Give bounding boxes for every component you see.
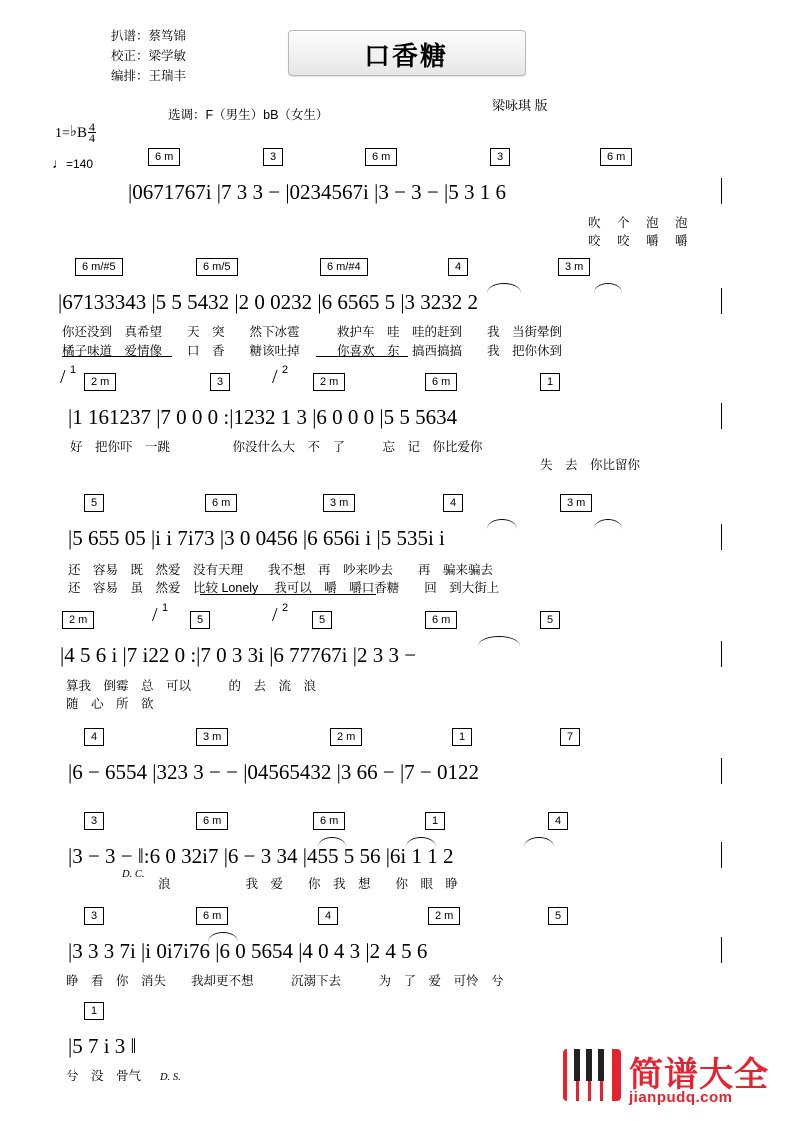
barline (721, 842, 722, 868)
chord-label: 6 m/5 (196, 258, 238, 276)
slur-icon (478, 636, 520, 646)
chord-label: 2 m (313, 373, 345, 391)
chord-label: 5 (312, 611, 332, 629)
chord-label: 6 m (205, 494, 237, 512)
slur-icon (524, 837, 554, 847)
chord-label: 6 m (600, 148, 632, 166)
chord-label: 3 (490, 148, 510, 166)
key-name: B (76, 125, 87, 141)
ending-number: 2 (282, 602, 289, 614)
ending-number: 2 (282, 364, 289, 376)
chord-label: 6 m/#5 (75, 258, 123, 276)
slur-icon (594, 283, 622, 293)
chord-label: 3 (210, 373, 230, 391)
lyric-line: 失 去 你比留你 (540, 458, 641, 472)
chord-label: 5 (540, 611, 560, 629)
chord-label: 6 m (196, 907, 228, 925)
chord-label: 6 m (196, 812, 228, 830)
ending-bracket-icon: / (60, 366, 66, 388)
dc-marking: D. C. (122, 869, 145, 880)
barline (721, 758, 722, 784)
chord-label: 6 m (148, 148, 180, 166)
music-line: |3 3 3 7i |i 0i7i76 |6 0 5654 |4 0 4 3 |2 4 5 6 (68, 939, 428, 963)
meter-bottom: 4 (89, 131, 95, 145)
lyric-underline (316, 356, 408, 357)
chord-label: 4 (84, 728, 104, 746)
chord-label: 2 m (84, 373, 116, 391)
black-key (586, 1049, 592, 1081)
chord-label: 5 (190, 611, 210, 629)
chord-label: 1 (452, 728, 472, 746)
barline (721, 288, 722, 314)
barline (721, 524, 722, 550)
credit-line-3: 编排：王瑞丰 (110, 69, 186, 83)
lyric-underline (62, 356, 172, 357)
slur-icon (318, 837, 346, 847)
lyric-line: 浪 我 爱 你 我 想 你 眼 睁 (158, 877, 459, 891)
chord-label: 1 (84, 1002, 104, 1020)
quarter-note-icon: ♩ (52, 155, 66, 171)
ending-bracket-icon: / (272, 366, 278, 388)
lyric-line: 吹 个 泡 泡 (588, 216, 690, 230)
tune-label: 选调：F（男生）bB（女生） (168, 108, 329, 122)
slur-icon (487, 519, 517, 529)
ds-marking: D. S. (160, 1072, 181, 1083)
barline (721, 937, 722, 963)
tempo-marking (52, 155, 93, 171)
chord-label: 3 m (560, 494, 592, 512)
slur-icon (406, 837, 436, 847)
chord-label: 3 m (323, 494, 355, 512)
black-key (598, 1049, 604, 1081)
page-title: 口香糖 (363, 42, 448, 71)
slur-icon (594, 519, 622, 529)
chord-label: 4 (318, 907, 338, 925)
lyric-line: 算我 倒霉 总 可以 的 去 流 浪 (66, 679, 317, 693)
chord-label: 3 (263, 148, 283, 166)
barline (721, 178, 722, 204)
chord-label: 4 (448, 258, 468, 276)
lyric-line: 好 把你吓 一跳 你没什么大 不 了 忘 记 你比爱你 (70, 440, 483, 454)
lyric-line: 咬 咬 嚼 嚼 (588, 234, 690, 248)
lyric-line: 睁 看 你 消失 我却更不想 沉溺下去 为 了 爱 可怜 兮 (66, 974, 504, 988)
chord-label: 2 m (62, 611, 94, 629)
chord-label: 2 m (330, 728, 362, 746)
chord-label: 3 m (558, 258, 590, 276)
lyric-line: 兮 没 骨气 (66, 1069, 142, 1083)
chord-label: 4 (443, 494, 463, 512)
chord-label: 6 m (313, 812, 345, 830)
logo-site: jianpudq.com (629, 1089, 733, 1106)
credit-line-1: 扒谱：蔡笃锦 (110, 29, 186, 43)
ending-number: 1 (162, 602, 169, 614)
chord-label: 5 (548, 907, 568, 925)
key-signature (55, 122, 96, 143)
music-line: |6 − 6554 |323 3 − − |04565432 |3 66 − |7 − 0122 (68, 760, 479, 784)
lyric-line: 橘子味道 爱情像 口 香 糖该吐掉 你喜欢 东 搞西搞搞 我 把你休到 (62, 344, 563, 358)
music-line: |0671767i |7 3 3 − |0234567i |3 − 3 − |5 3 1 6 (128, 180, 506, 204)
music-line: |5 7 i 3 ‖ (68, 1034, 137, 1058)
piano-keys-icon (563, 1049, 621, 1101)
lyric-line: 随 心 所 欲 (66, 697, 154, 711)
barline (721, 641, 722, 667)
chord-label: 7 (560, 728, 580, 746)
music-line: |1 161237 |7 0 0 0 :|1232 1 3 |6 0 0 0 |5 5 5634 (68, 405, 458, 429)
lyric-underline (200, 594, 376, 595)
ending-number: 1 (70, 364, 77, 376)
lyric-line: 还 容易 既 然爱 没有天理 我不想 再 吵来吵去 再 骗来骗去 (68, 563, 494, 577)
white-key (603, 1049, 612, 1101)
music-line: |3 − 3 − ‖:6 0 32i7 |6 − 3 34 |455 5 56 |6i 1 1 2 (68, 844, 454, 868)
flat-icon: ♭ (69, 124, 77, 140)
chord-label: 4 (548, 812, 568, 830)
music-line: |5 655 05 |i i 7i73 |3 0 0456 |6 656i i |5 535i i (68, 526, 445, 550)
logo-name: 简谱大全 (629, 1057, 769, 1094)
black-key (574, 1049, 580, 1081)
chord-label: 6 m (425, 611, 457, 629)
time-signature (88, 122, 96, 143)
chord-label: 2 m (428, 907, 460, 925)
chord-label: 1 (425, 812, 445, 830)
lyric-line: 还 容易 虽 然爱 比较 Lonely 我可以 嚼 嚼口香糖 回 到大街上 (68, 581, 500, 595)
ending-bracket-icon: / (272, 604, 278, 626)
singer-version: 梁咏琪 版 (492, 98, 548, 113)
credit-line-2: 校正：梁学敏 (110, 49, 186, 63)
tempo-value: =140 (66, 157, 94, 171)
chord-label: 3 m (196, 728, 228, 746)
barline (721, 403, 722, 429)
music-line: |4 5 6 i |7 i22 0 :|7 0 3 3i |6 77767i |2 3 3 − (60, 643, 417, 667)
slur-icon (487, 283, 521, 293)
chord-label: 3 (84, 907, 104, 925)
slur-icon (208, 932, 238, 942)
meter-top: 4 (89, 120, 95, 134)
key-label: 1= (55, 126, 70, 141)
chord-label: 3 (84, 812, 104, 830)
chord-label: 6 m (365, 148, 397, 166)
credits-block (66, 26, 186, 86)
chord-label: 5 (84, 494, 104, 512)
chord-label: 6 m (425, 373, 457, 391)
lyric-line: 你还没到 真希望 天 突 然下冰雹 救护车 哇 哇的赶到 我 当街晕倒 (62, 325, 563, 339)
chord-label: 6 m/#4 (320, 258, 368, 276)
music-line: |67133343 |5 5 5432 |2 0 0232 |6 6565 5 |3 3232 2 (58, 290, 479, 314)
chord-label: 1 (540, 373, 560, 391)
site-logo (563, 1047, 775, 1107)
ending-bracket-icon: / (152, 604, 158, 626)
